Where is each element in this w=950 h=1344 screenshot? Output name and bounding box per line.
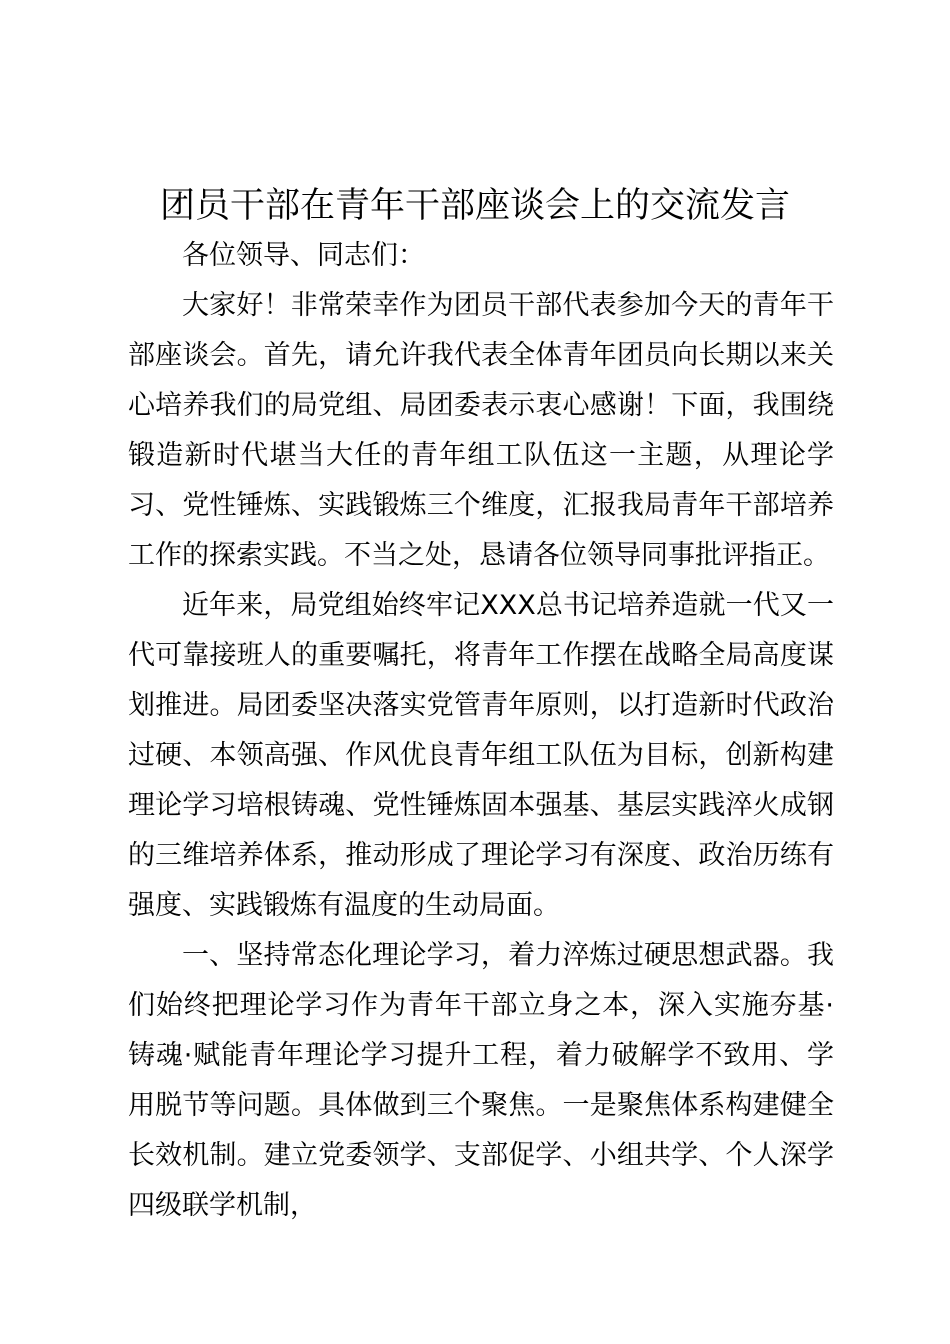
document-body xyxy=(128,231,834,1231)
paragraph-background: 近年来，局党组始终牢记XXX总书记培养造就一代又一代可靠接班人的重要嘱托，将青年工作摆在战略全局高度谋划推进。局团委坚决落实党管青年原则，以打造新时代政治过硬、本领高强、作风优良青年组工队伍为目标，创新构建理论学习培根铸魂、党性锤炼固本强基、基层实践淬火成钢的三维培养体系，推动形成了理论学习有深度、政治历练有强度、实践锻炼有温度的生动局面。 xyxy=(128,590,834,921)
greeting-line: 各位领导、同志们： xyxy=(182,240,425,271)
paragraph-intro: 大家好！非常荣幸作为团员干部代表参加今天的青年干部座谈会。首先，请允许我代表全体青年团员向长期以来关心培养我们的局党组、局团委表示衷心感谢！下面，我围绕锻造新时代堪当大任的青年组工队伍这一主题，从理论学习、党性锤炼、实践锻炼三个维度，汇报我局青年干部培养工作的探索实践。不当之处，恳请各位领导同事批评指正。 xyxy=(128,290,834,571)
document-title: 团员干部在青年干部座谈会上的交流发言 xyxy=(159,186,790,226)
paragraph-section-one: 一、坚持常态化理论学习，着力淬炼过硬思想武器。我们始终把理论学习作为青年干部立身之本，深入实施夯基·铸魂·赋能青年理论学习提升工程，着力破解学不致用、学用脱节等问题。具体做到三个聚焦。一是聚焦体系构建健全长效机制。建立党委领学、支部促学、小组共学、个人深学四级联学机制， xyxy=(128,940,834,1221)
